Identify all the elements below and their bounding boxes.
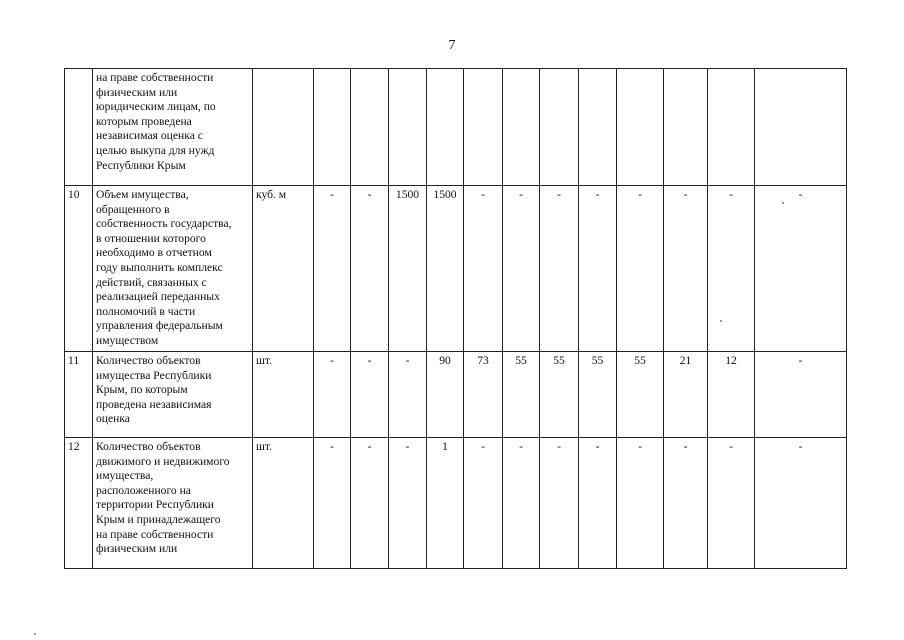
description-line: юридическим лицам, по [96, 100, 216, 114]
indicator-description-cell [93, 352, 253, 438]
description-line: Объем имущества, [96, 188, 189, 201]
table-row [65, 186, 847, 352]
value-cell: - [664, 438, 708, 569]
value-cell: 1 [427, 438, 464, 569]
value-cell: - [503, 438, 540, 569]
value-cell: 1500 [427, 186, 464, 352]
value-cell: - [351, 186, 389, 352]
row-number-cell: 11 [65, 352, 93, 438]
unit-cell: шт. [253, 438, 314, 569]
value-cell: - [389, 438, 427, 569]
indicator-description-cell [93, 69, 253, 186]
value-cell [579, 69, 617, 186]
value-cell: - [708, 438, 755, 569]
value-cell [503, 69, 540, 186]
unit-cell: шт. [253, 352, 314, 438]
description-line: обращенного в [96, 202, 170, 216]
row-number-cell: 12 [65, 438, 93, 569]
description-line: реализацией переданных [96, 290, 220, 304]
value-cell: 12 [708, 352, 755, 438]
description-line: физическим или [96, 85, 178, 99]
scan-speck [34, 633, 36, 635]
description-line: в отношении которого [96, 231, 206, 245]
value-cell: - [351, 438, 389, 569]
page-number: 7 [448, 38, 456, 53]
value-cell [540, 69, 579, 186]
unit-cell [253, 69, 314, 186]
value-cell: - [617, 438, 664, 569]
value-cell [464, 69, 503, 186]
value-cell: - [389, 352, 427, 438]
value-cell: 1500 [389, 186, 427, 352]
value-cell: - [540, 186, 579, 352]
description-line: полномочий в части [96, 304, 196, 318]
description-line: физическим или [96, 542, 178, 556]
indicator-description-cell [93, 438, 253, 569]
value-cell: - [464, 186, 503, 352]
scan-speck [782, 202, 784, 204]
indicator-description-cell [93, 186, 253, 352]
value-cell: - [503, 186, 540, 352]
description-line: необходимо в отчетном [96, 246, 212, 260]
value-cell [314, 69, 351, 186]
value-cell [389, 69, 427, 186]
value-cell: 90 [427, 352, 464, 438]
description-line: территории Республики [96, 498, 214, 512]
value-cell: - [540, 438, 579, 569]
value-cell: - [579, 438, 617, 569]
description-line: году выполнить комплекс [96, 260, 223, 274]
row-number-cell [65, 69, 93, 186]
value-cell: - [464, 438, 503, 569]
description-line: Республики Крым [96, 158, 186, 172]
value-cell: - [664, 186, 708, 352]
description-line: расположенного на [96, 483, 191, 497]
row-number-cell: 10 [65, 186, 93, 352]
value-cell: 55 [579, 352, 617, 438]
description-line: имущества, [96, 469, 154, 483]
table-row [65, 352, 847, 438]
description-line: оценка [96, 412, 130, 426]
description-line: действий, связанных с [96, 275, 207, 289]
table-row [65, 69, 847, 186]
description-line: независимая оценка с [96, 129, 203, 143]
description-line: имуществом [96, 333, 159, 347]
value-cell: - [755, 352, 847, 438]
value-cell [664, 69, 708, 186]
value-cell [708, 69, 755, 186]
description-line: собственность государства, [96, 217, 232, 231]
value-cell: 73 [464, 352, 503, 438]
value-cell: - [579, 186, 617, 352]
unit-cell: куб. м [253, 186, 314, 352]
value-cell: - [314, 186, 351, 352]
description-line: движимого и недвижимого [96, 454, 230, 468]
description-line: Крым и принадлежащего [96, 512, 221, 526]
value-cell [617, 69, 664, 186]
description-line: на праве собственности [96, 71, 214, 84]
value-cell: - [755, 186, 847, 352]
value-cell [351, 69, 389, 186]
description-line: Количество объектов [96, 354, 201, 367]
value-cell [755, 69, 847, 186]
value-cell: 21 [664, 352, 708, 438]
table-row [65, 438, 847, 569]
value-cell: - [314, 438, 351, 569]
description-line: целью выкупа для нужд [96, 143, 215, 157]
value-cell: 55 [540, 352, 579, 438]
value-cell: - [617, 186, 664, 352]
description-line: Количество объектов [96, 440, 201, 453]
value-cell: - [351, 352, 389, 438]
value-cell: - [755, 438, 847, 569]
value-cell: 55 [617, 352, 664, 438]
description-line: на праве собственности [96, 527, 214, 541]
scan-speck [720, 320, 722, 322]
value-cell [427, 69, 464, 186]
description-line: которым проведена [96, 114, 192, 128]
description-line: имущества Республики [96, 368, 212, 382]
description-line: Крым, по которым [96, 383, 188, 397]
value-cell: - [708, 186, 755, 352]
description-line: управления федеральным [96, 319, 223, 333]
value-cell: - [314, 352, 351, 438]
indicators-table [64, 68, 847, 569]
value-cell: 55 [503, 352, 540, 438]
description-line: проведена независимая [96, 397, 212, 411]
